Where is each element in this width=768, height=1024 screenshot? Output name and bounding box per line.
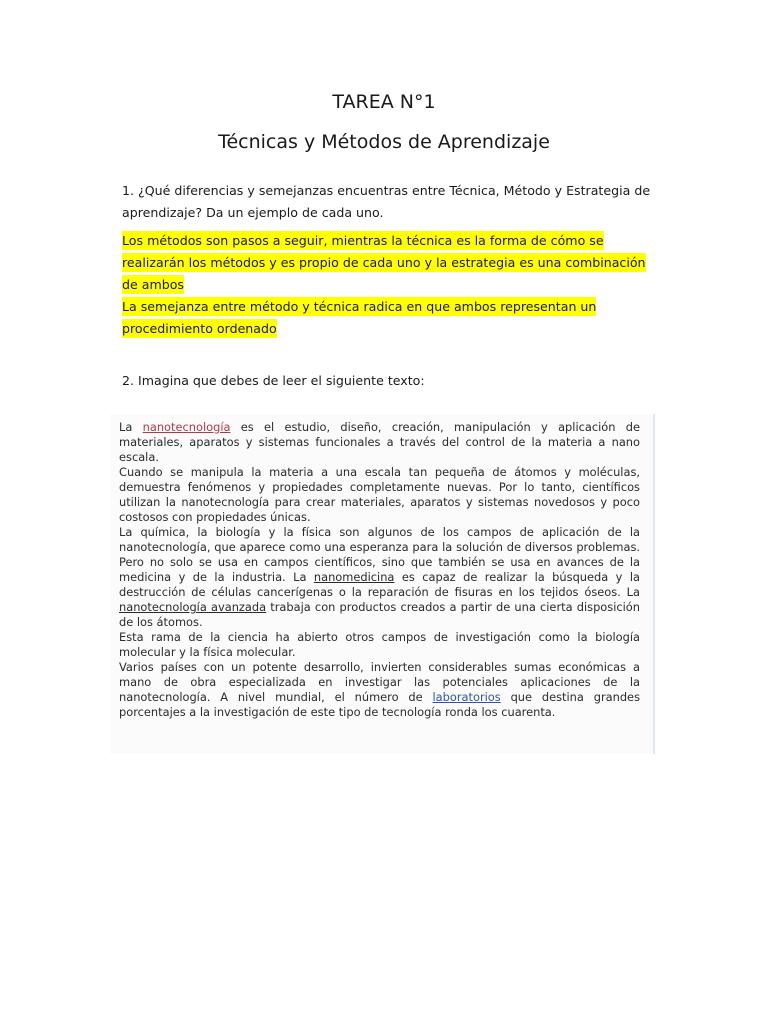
link-nanotecnologia[interactable]: nanotecnología xyxy=(142,420,231,434)
answer-2 xyxy=(122,296,662,340)
link-nanotecnologia-avanzada[interactable]: nanotecnología avanzada xyxy=(119,600,267,614)
question-1: 1. ¿Qué diferencias y semejanzas encuentras entre Técnica, Método y Estrategia de aprendizaje? Da un ejemplo de cada uno. xyxy=(122,183,651,220)
question-2: 2. Imagina que debes de leer el siguiente texto: xyxy=(122,373,425,388)
answer-1 xyxy=(122,230,662,296)
reading-text-image xyxy=(110,414,655,754)
reading-paragraph-4: Esta rama de la ciencia ha abierto otros campos de investigación como la biología molecular y la física molecular. xyxy=(119,630,640,659)
link-nanomedicina[interactable]: nanomedicina xyxy=(313,570,395,584)
document-subtitle: Técnicas y Métodos de Aprendizaje xyxy=(218,131,550,153)
document-title: TAREA N°1 xyxy=(332,91,436,113)
reading-paragraph-3: La química, la biología y la física son algunos de los campos de aplicación de la nanotecnología, que aparece como una esperanza para la solución de diversos problemas. Pero no solo se usa en campos científicos, sino que también se usa en avances de la medicina y de la industria. La nanomedicina es capaz de realizar la búsqueda y la destrucción de células cancerígenas o la reparación de fisuras en los tejidos óseos. La nanotecnología avanzada trabaja con productos creados a partir de una cierta disposición de los átomos. xyxy=(119,525,640,629)
reading-text xyxy=(119,420,640,720)
link-laboratorios[interactable]: laboratorios xyxy=(432,690,501,704)
reading-paragraph-5: Varios países con un potente desarrollo, invierten considerables sumas económicas a mano de obra especializada en investigar las potenciales aplicaciones de la nanotecnología. A nivel mundial, el número de laboratorios que destina grandes porcentajes a la investigación de este tipo de tecnología ronda los cuarenta. xyxy=(119,660,641,719)
answer-2-highlight: La semejanza entre método y técnica radica en que ambos representan un procedimiento ordenado xyxy=(122,299,597,336)
answer-1-highlight: Los métodos son pasos a seguir, mientras la técnica es la forma de cómo se realizarán los métodos y es propio de cada uno y la estrategia es una combinación de ambos xyxy=(122,233,646,292)
reading-paragraph-1: La nanotecnología es el estudio, diseño, creación, manipulación y aplicación de materiales, aparatos y sistemas funcionales a través del control de la materia a nano escala. xyxy=(119,420,640,464)
reading-paragraph-2: Cuando se manipula la materia a una escala tan pequeña de átomos y moléculas, demuestra fenómenos y propiedades completamente nuevas. Por lo tanto, científicos utilizan la nanotecnología para crear materiales, aparatos y sistemas novedosos y poco costosos con propiedades únicas. xyxy=(119,465,640,524)
